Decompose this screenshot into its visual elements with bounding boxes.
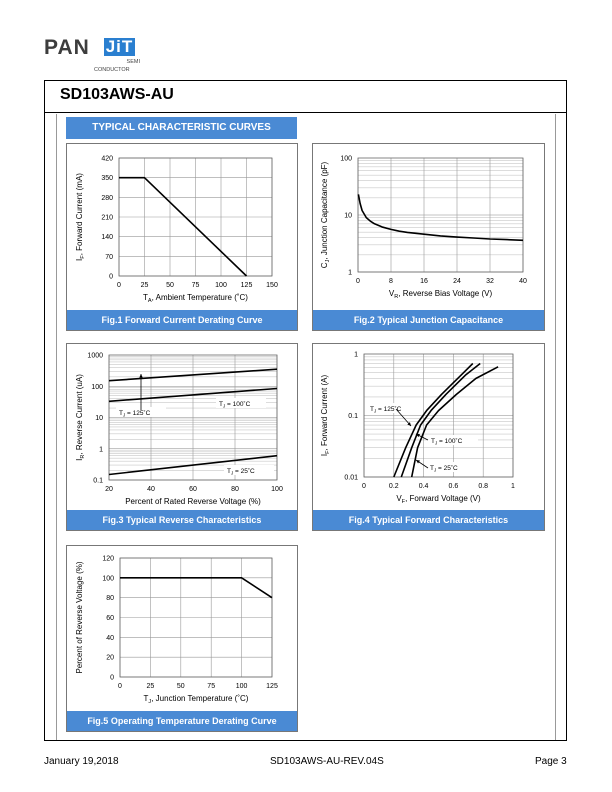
fig1-y-tick-label: 420	[101, 155, 113, 163]
fig3-annotation-label: $T_J$ = 125˚C	[119, 410, 151, 418]
fig2-x-tick-label: 40	[519, 278, 527, 285]
fig2-y-tick-label: 1	[348, 269, 352, 277]
figure-1-caption: Fig.1 Forward Current Derating Curve	[67, 310, 297, 330]
fig4-series-line-3	[412, 367, 498, 477]
fig3-annotation-label: $T_J$ = 25˚C	[227, 468, 255, 476]
fig2-y-tick-label: 100	[340, 155, 352, 163]
fig4-series-line-2	[401, 364, 480, 478]
fig1-grid	[119, 158, 272, 276]
fig4-annotation-arrowhead	[416, 460, 420, 463]
fig1-y-tick-label: 210	[101, 214, 113, 222]
logo-wordmark-pan: PAN	[44, 36, 90, 59]
fig5-x-tick-label: 25	[146, 683, 155, 690]
fig3-annotation-label: $T_J$ = 100˚C	[219, 401, 251, 409]
fig1-y-tick-label: 350	[101, 175, 113, 183]
fig1-x-tick-label: 100	[215, 282, 227, 289]
fig5-y-tick-label: 20	[106, 654, 114, 662]
fig3-x-tick-label: 40	[147, 486, 155, 493]
fig4-annotation-1	[367, 403, 417, 426]
fig3-y-tick-label: 100	[91, 383, 103, 391]
logo-wordmark-jit: JiT	[105, 37, 134, 56]
fig1-y-tick-label: 70	[105, 253, 113, 261]
fig1-x-tick-label: 150	[266, 282, 278, 289]
figure-4-caption: Fig.4 Typical Forward Characteristics	[313, 510, 544, 530]
fig3-y-tick-label: 1	[99, 446, 103, 454]
fig3-x-axis-label: Percent of Rated Reverse Voltage (%)	[125, 497, 261, 506]
fig4-annotation-label: $T_J$ = 100˚C	[431, 438, 463, 446]
fig5-x-tick-label: 50	[176, 683, 185, 690]
fig2-y-tick-label: 10	[344, 212, 352, 220]
figure-2-chart	[313, 144, 546, 312]
fig1-x-tick-label: 50	[166, 282, 174, 289]
fig3-y-axis-label: $I_R$, Reverse Current (uA)	[75, 374, 86, 461]
fig4-x-tick-label: 0.8	[478, 483, 489, 490]
fig5-x-tick-label: 100	[235, 683, 248, 690]
fig5-y-tick-label: 80	[106, 595, 114, 603]
fig3-grid	[109, 355, 277, 480]
fig1-x-tick-label: 75	[191, 282, 200, 289]
figure-3-chart	[67, 344, 299, 512]
footer-page: Page 3	[535, 756, 567, 767]
figure-2-caption: Fig.2 Typical Junction Capacitance	[313, 310, 544, 330]
figure-3-panel	[66, 343, 298, 531]
fig2-grid	[358, 158, 523, 272]
figure-5-panel	[66, 545, 298, 732]
fig3-x-tick-label: 100	[271, 486, 283, 493]
fig4-y-axis-label: $I_F$, Forward Current (A)	[320, 374, 331, 457]
fig3-x-tick-label: 20	[105, 486, 113, 493]
fig4-x-axis-label: $V_F$, Forward Voltage (V)	[396, 494, 481, 505]
fig4-annotation-label: $T_J$ = 125˚C	[370, 406, 402, 414]
fig2-x-tick-label: 8	[389, 278, 393, 285]
fig1-series-line-1	[119, 178, 247, 276]
logo-semi: SEMI	[126, 59, 140, 65]
fig1-x-tick-label: 25	[140, 282, 149, 289]
fig3-x-tick-label: 60	[189, 486, 197, 493]
figure-2-panel	[312, 143, 545, 331]
fig5-y-tick-label: 120	[102, 555, 114, 563]
fig5-x-tick-label: 75	[207, 683, 216, 690]
fig5-y-tick-label: 60	[106, 615, 114, 622]
fig5-y-tick-label: 100	[102, 575, 114, 583]
fig1-x-axis-label: $T_A$, Ambient Temperature (˚C)	[143, 293, 248, 304]
figure-3-caption: Fig.3 Typical Reverse Characteristics	[67, 510, 297, 530]
fig1-y-tick-label: 0	[109, 273, 113, 281]
footer-date: January 19,2018	[44, 756, 119, 767]
fig3-y-tick-label: 10	[95, 415, 103, 422]
fig2-x-tick-label: 32	[486, 278, 494, 285]
fig1-x-tick-label: 125	[240, 282, 253, 289]
panjit-logo	[44, 34, 144, 78]
fig4-annotation-label: $T_J$ = 25˚C	[430, 465, 458, 473]
fig4-x-tick-label: 1	[511, 483, 515, 490]
fig2-x-axis-label: $V_R$, Reverse Bias Voltage (V)	[388, 289, 493, 300]
fig2-x-tick-label: 24	[453, 278, 461, 285]
fig5-grid	[120, 558, 272, 677]
fig3-x-tick-label: 80	[231, 486, 239, 493]
fig4-x-tick-label: 0	[362, 483, 366, 490]
fig2-x-tick-label: 16	[420, 278, 428, 285]
fig4-annotation-3	[416, 460, 477, 473]
fig1-y-tick-label: 140	[101, 234, 113, 242]
fig5-series-line-1	[120, 578, 272, 598]
figure-4-chart	[313, 344, 546, 512]
fig1-y-tick-label: 280	[101, 194, 113, 202]
figure-5-caption: Fig.5 Operating Temperature Derating Curve	[67, 711, 297, 731]
fig3-y-tick-label: 0.1	[93, 477, 103, 485]
fig5-x-axis-label: $T_J$, Junction Temperature (˚C)	[143, 694, 249, 705]
section-title: TYPICAL CHARACTERISTIC CURVES	[66, 117, 297, 139]
fig4-y-tick-label: 0.01	[344, 474, 358, 482]
fig3-y-tick-label: 1000	[87, 352, 103, 360]
fig4-x-tick-label: 0.6	[448, 483, 459, 490]
fig5-x-tick-label: 125	[266, 683, 278, 690]
fig1-x-tick-label: 0	[117, 282, 121, 289]
logo-conductor: CONDUCTOR	[94, 67, 130, 73]
fig2-y-axis-label: $C_J$, Junction Capacitance (pF)	[320, 161, 331, 269]
fig3-annotation-3	[224, 465, 274, 476]
figure-1-chart	[67, 144, 299, 312]
part-number-title: SD103AWS-AU	[60, 86, 174, 103]
figure-4-panel	[312, 343, 545, 531]
fig4-x-tick-label: 0.4	[418, 483, 429, 490]
fig5-y-tick-label: 0	[110, 674, 114, 682]
fig5-y-axis-label: Percent of Reverse Voltage (%)	[75, 561, 84, 674]
fig3-annotation-2	[216, 398, 266, 409]
fig4-y-tick-label: 0.1	[348, 413, 358, 420]
title-separator	[44, 112, 567, 113]
fig5-y-tick-label: 40	[106, 634, 114, 642]
figure-1-panel	[66, 143, 298, 331]
figure-5-chart	[67, 546, 299, 713]
fig2-x-tick-label: 0	[356, 278, 360, 285]
fig4-y-tick-label: 1	[354, 351, 358, 359]
fig5-x-tick-label: 0	[118, 683, 122, 690]
fig1-y-axis-label: $I_F$, Forward Current (mA)	[75, 173, 86, 261]
fig3-annotation-arrowhead	[139, 374, 142, 378]
fig4-x-tick-label: 0.2	[388, 483, 399, 490]
footer-doc-id: SD103AWS-AU-REV.04S	[270, 756, 384, 767]
fig4-grid	[364, 354, 513, 477]
